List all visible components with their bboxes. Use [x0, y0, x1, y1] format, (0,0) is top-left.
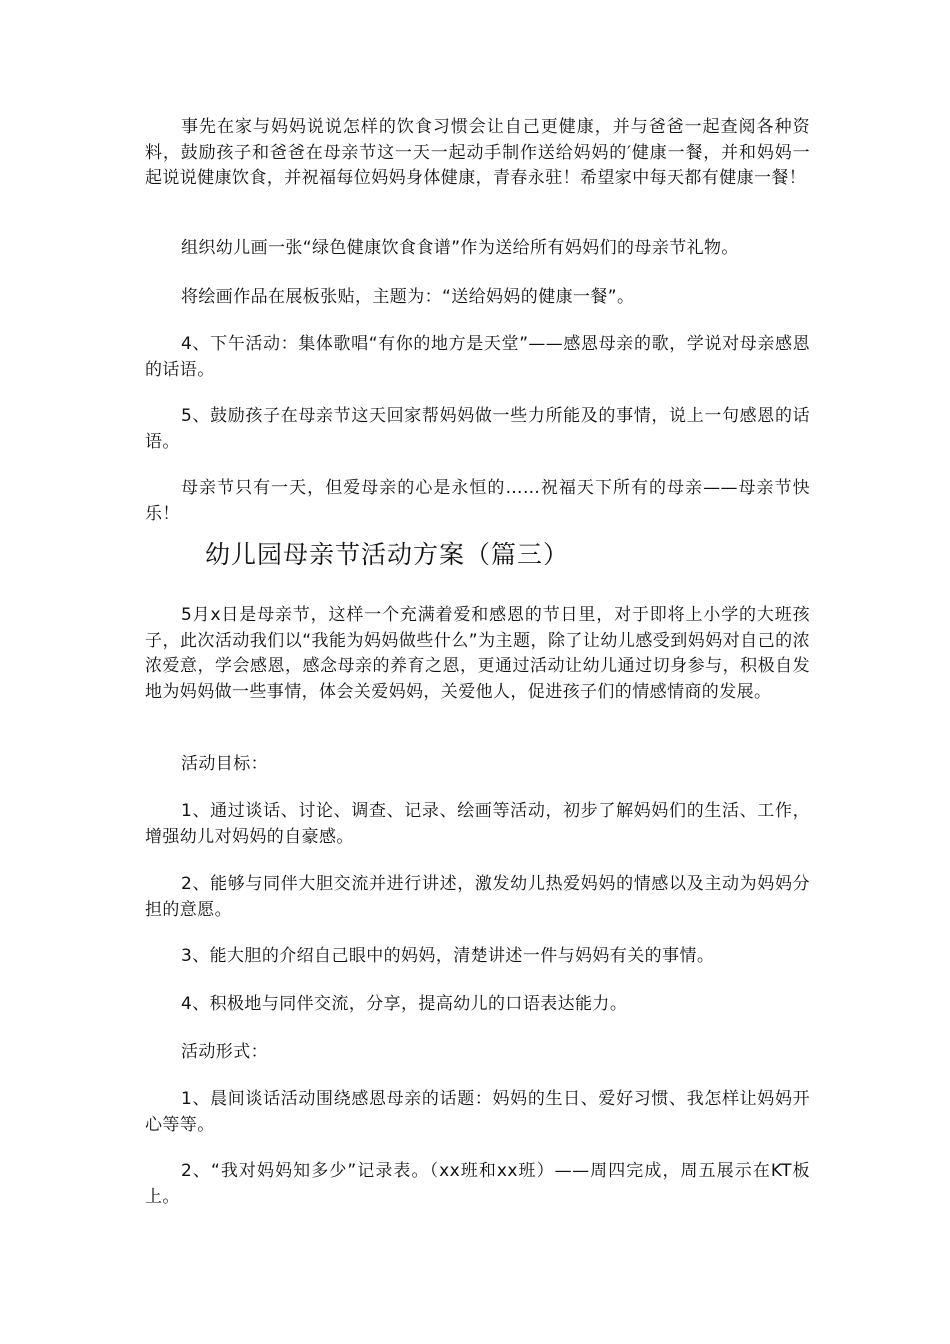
paragraph-closing-wish: 母亲节只有一天，但爱母亲的心是永恒的……祝福天下所有的母亲——母亲节快乐！ [145, 478, 810, 524]
section-title: 幼儿园母亲节活动方案（篇三） [205, 540, 570, 569]
label-activity-goals: 活动目标： [181, 754, 268, 774]
paragraph-afternoon-activity: 4、下午活动：集体歌唱“有你的地方是天堂”——感恩母亲的歌，学说对母亲感恩的话语。 [145, 334, 810, 380]
form-item-1: 1、晨间谈话活动围绕感恩母亲的话题：妈妈的生日、爱好习惯、我怎样让妈妈开心等等。 [145, 1089, 810, 1135]
paragraph-help-mom-at-home: 5、鼓励孩子在母亲节这天回家帮妈妈做一些力所能及的事情，说上一句感恩的话语。 [145, 406, 810, 452]
goal-item-4: 4、积极地与同伴交流，分享，提高幼儿的口语表达能力。 [181, 994, 628, 1014]
goal-item-1: 1、通过谈话、讨论、调查、记录、绘画等活动，初步了解妈妈们的生活、工作，增强幼儿对妈妈的自豪感。 [145, 801, 810, 847]
form-item-2: 2、“我对妈妈知多少”记录表。（xx班和xx班）——周四完成，周五展示在KT板上。 [145, 1161, 810, 1207]
goal-item-3: 3、能大胆的介绍自己眼中的妈妈，清楚讲述一件与妈妈有关的事情。 [181, 946, 715, 966]
paragraph-recipe-drawing: 组织幼儿画一张“绿色健康饮食食谱”作为送给所有妈妈们的母亲节礼物。 [181, 238, 739, 258]
label-activity-forms: 活动形式： [181, 1042, 268, 1062]
paragraph-exhibition-board: 将绘画作品在展板张贴，主题为：“送给妈妈的健康一餐”。 [181, 287, 635, 307]
paragraph-healthy-meal: 事先在家与妈妈说说怎样的饮食习惯会让自己更健康，并与爸爸一起查阅各种资料，鼓励孩子和爸爸在母亲节这一天一起动手制作送给妈妈的′健康一餐，并和妈妈一起说说健康饮食，并祝福每位妈妈身体健康，青春永驻！希望家中每天都有健康一餐！ [145, 117, 810, 188]
goal-item-2: 2、能够与同伴大胆交流并进行讲述，激发幼儿热爱妈妈的情感以及主动为妈妈分担的意愿。 [145, 874, 810, 920]
paragraph-intro: 5月x日是母亲节，这样一个充满着爱和感恩的节日里，对于即将上小学的大班孩子，此次活动我们以“我能为妈妈做些什么”为主题，除了让幼儿感受到妈妈对自己的浓浓爱意，学会感恩，感念母亲的养育之恩，更通过活动让幼儿通过切身参与，积极自发地为妈妈做一些事情，体会关爱妈妈，关爱他人，促进孩子们的情感情商的发展。 [145, 605, 810, 702]
